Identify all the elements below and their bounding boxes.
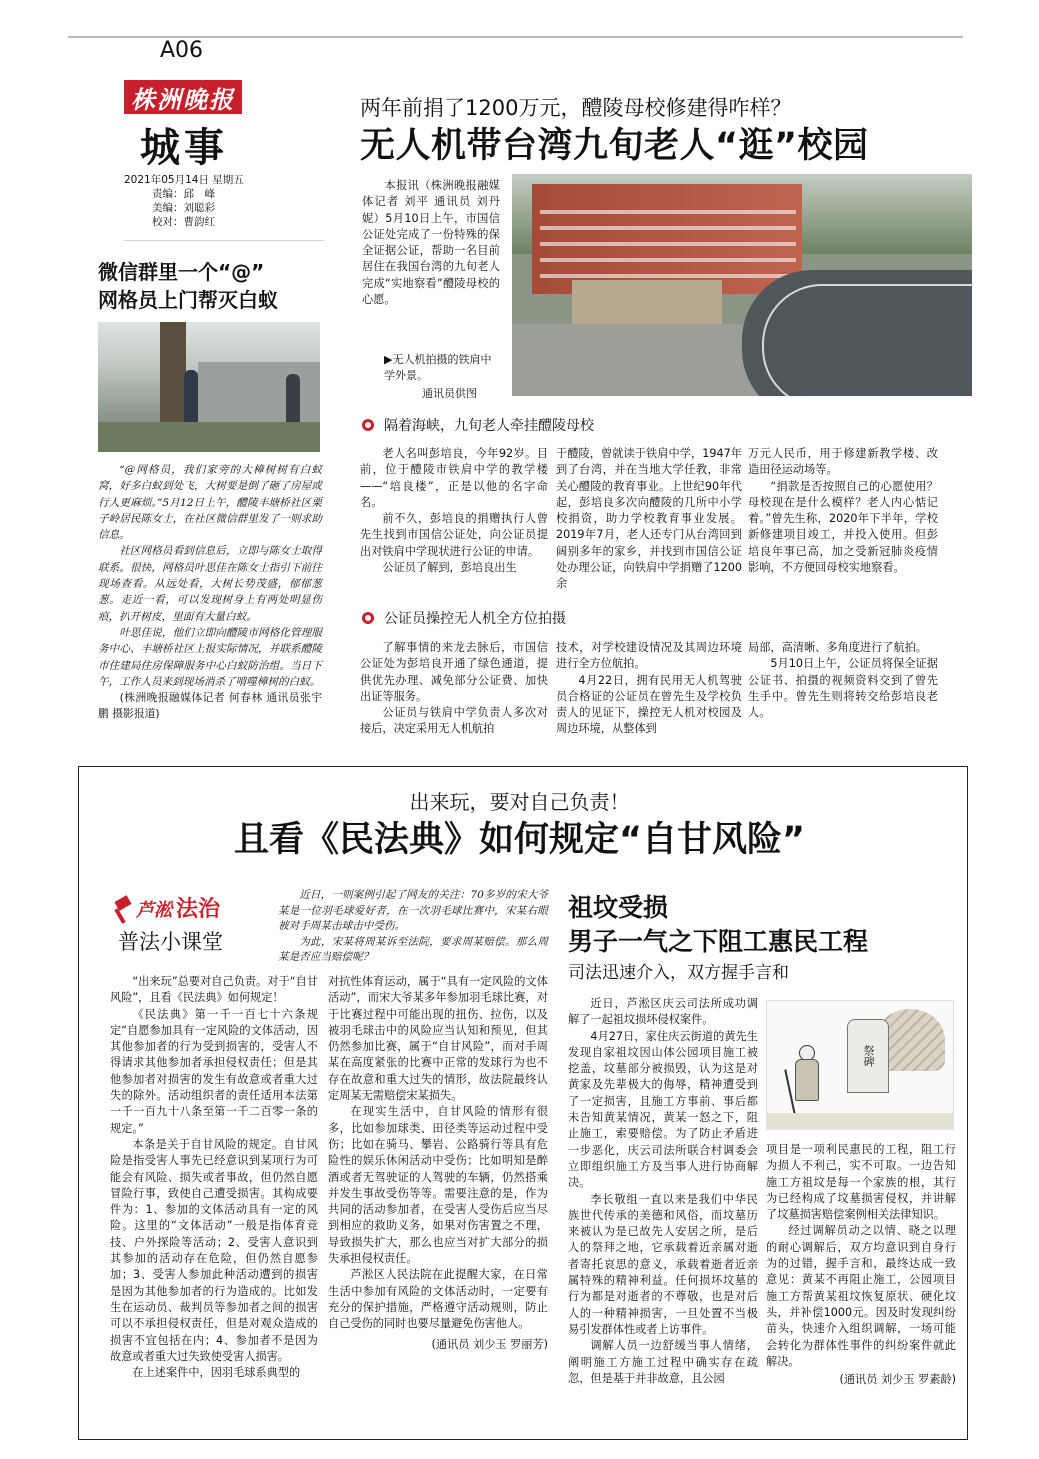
main-section-1-col-2 (556, 446, 742, 593)
main-section-1-col-3 (748, 446, 938, 576)
side-paragraph: 叶思佳说，他们立即向醴陵市网格化管理服务中心、丰塘桥社区上报实际情况，并联系醴陵市住建局住房保障服务中心白蚁防治组。当日下午，工作人员来到现场消杀了啃噬樟树的白蚁。 (98, 626, 322, 688)
paragraph: 经过调解员动之以情、晓之以理的耐心调解后，双方均意识到自身行为的过错，握手言和，最终达成一致意见：黄某不再阻止施工，公园项目施工方帮黄某祖坟恢复原状、硬化坟头，并补偿1000元。因及时发现纠纷苗头，快速介入组织调解，一场可能会转化为群体性事件的纠纷案件就此解决。 (766, 1224, 956, 1368)
page-number: A06 (160, 38, 204, 63)
paragraph: “出来玩”总要对自己负责。对于“自甘风险”，且看《民法典》如何规定！ (110, 975, 318, 1005)
old-man-figure (789, 1045, 823, 1115)
paragraph: 局部，高清晰、多角度进行了航拍。 (748, 641, 928, 654)
section-name: 城事 (140, 124, 228, 171)
side-story-credit: (株洲晚报融媒体记者 何春林 通讯员张宇鹏 摄影报道) (98, 691, 322, 721)
section-heading-text: 隔着海峡，九旬老人牵挂醴陵母校 (384, 418, 594, 434)
paragraph: 本条是关于自甘风险的规定。自甘风险是指受害人事先已经意识到某项行为可能会有风险、损失或者事故，但仍然自愿冒险行事，致使自己遭受损害。其构成要件为：1、参加的文体活动具有一定的风险。这里的“文体活动”一般是指体育竞技、户外探险等活动；2、受害人意识到其参加的活动存在危险，但仍然自愿参加；3、受害人参加此种活动遭到的损害是因为其他参加者的行为造成的。比如发生在运动员、裁判员等参加者之间的损害可以不承担侵权责任，但是对观众造成的损害不宜包括在内；4、参加者不是因为故意或者重大过失致使受害人损害。 (110, 1137, 318, 1363)
main-section-1-col-1 (360, 446, 548, 576)
main-headline: 无人机带台湾九旬老人“逛”校园 (360, 126, 869, 166)
paragraph: 万元人民币，用于修建新教学楼、改造田径运动场等。 (748, 447, 938, 477)
tomb-cartoon (766, 1000, 954, 1130)
paragraph: 老人名叫彭培良，今年92岁。目前，位于醴陵市铁肩中学的教学楼——“培良楼”，正是以他的名字命名。 (360, 447, 548, 509)
paragraph: 技术，对学校建设情况及其周边环境进行全方位航拍。 (556, 641, 742, 671)
badge-label: 普法小课堂 (118, 930, 223, 954)
paragraph: 5月10日上午，公证员将保全证据公证书、拍摄的视频资料交到了曾先生手中。曾先生则将转交给彭培良老人。 (748, 657, 938, 720)
law-badge (110, 892, 260, 952)
law-credit: (通讯员 刘少玉 罗丽芳) (431, 1337, 548, 1351)
building-windows (540, 198, 796, 288)
paragraph: 4月22日，拥有民用无人机驾驶员合格证的公证员在曾先生及学校负责人的见证下，操控无人机对校园及周边环境，从整体到 (556, 673, 742, 736)
wall (198, 362, 320, 424)
law-col-2 (328, 974, 548, 1353)
staff-designer: 美编：刘聪彩 (152, 202, 215, 214)
bullet-ring-icon (362, 419, 374, 431)
badge-brand-a: 芦淞 (136, 900, 172, 921)
intro-paragraph: 近日，一则案例引起了网友的关注：70多岁的宋大爷某是一位羽毛球爱好者，在一次羽毛球比赛中，宋某右眼被对手周某击球击中受伤。 (278, 889, 548, 932)
law-col-1 (110, 974, 318, 1381)
intro-paragraph: 为此，宋某将周某诉至法院，要求周某赔偿。那么周某是否应当赔偿呢？ (278, 935, 548, 963)
paragraph: 在上述案件中，因羽毛球系典型的 (132, 1366, 301, 1380)
masthead-logo (124, 80, 242, 114)
paragraph: 前不久，彭培良的捐赠执行人曾先生找到市国信公证处，向公证员提出对铁肩中学现状进行公证的申请。 (360, 512, 548, 558)
main-kicker: 两年前捐了1200万元，醴陵母校修建得咋样？ (360, 96, 792, 120)
paragraph: 公证员了解到，彭培良出生 (382, 561, 517, 575)
section-heading (362, 415, 594, 435)
side-paragraph: “@网格员，我们家旁的大樟树树有白蚁窝，好多白蚁到处飞，大树要是倒了砸了房屋或行人更麻烦。”5月12日上午，醴陵丰塘桥社区栗子岭居民陈女士，在社区微信群里发了一则求助信息。 (98, 464, 322, 542)
section-heading (362, 608, 566, 628)
date-line: 2021年05月14日 星期五 (124, 174, 244, 186)
side-story-title-2: 网格员上门帮灭白蚁 (98, 288, 278, 312)
staff-editor: 责编：邱 峰 (152, 188, 215, 200)
paragraph: 近日，芦淞区庆云司法所成功调解了一起祖坟损坏侵权案件。 (568, 997, 758, 1027)
tomb-headline-2: 男子一气之下阻工惠民工程 (568, 927, 869, 956)
side-story-title-1: 微信群里一个“@” (98, 260, 265, 284)
photo-credit: 通讯员供图 (422, 387, 477, 400)
paragraph: 于醴陵，曾就读于铁肩中学，1947年到了台湾，并在当地大学任教，非常关心醴陵的教育事业。上世纪90年代起，彭培良多次向醴陵的几所中小学校捐资，助力学校教育事业发展。2019年7月，老人还专门从台湾回到阔别多年的家乡，并找到市国信公证处办理公证，向铁肩中学捐赠了1200余 (556, 447, 742, 591)
paragraph: 公证员与铁肩中学负责人多次对接后，决定采用无人机航拍 (360, 706, 548, 736)
tomb-col-1 (568, 996, 758, 1387)
side-paragraph: 社区网格员看到信息后，立即与陈女士取得联系。很快，网格员叶思佳在陈女士指引下前往现场查看。从远处看，大树长势茂盛，郁郁葱葱。走近一看，可以发现树身上有两处明显伤痕，扒开树皮，里面有大量白蚁。 (98, 545, 322, 623)
tomb-credit: (通讯员 刘少玉 罗素龄) (839, 1373, 956, 1387)
side-story-body (98, 462, 322, 723)
section-heading-text: 公证员操控无人机全方位拍摄 (384, 611, 566, 627)
paragraph: “捐款是否按照自己的心愿使用？母校现在是什么模样？老人内心惦记着。”曾先生称，2020年下半年，学校新修建项目竣工，并投入使用。但彭培良年事已高，加之受新冠肺炎疫情影响，不方便回母校实地察看。 (748, 479, 938, 575)
divider (124, 240, 324, 241)
ground-line (767, 1113, 954, 1130)
paragraph: 李长敬组一直以来是我们中华民族世代传承的美德和风俗，而坟墓历来被认为是已故先人安居之所，是后人的祭拜之地，它承载着近亲属对逝者寄托哀思的意义，承载着逝者近亲属特殊的精神利益。任何损坏坟墓的行为都是对逝者的不尊敬，也是对后人的一种精神损害，一旦处置不当极易引发群体性或者上访事件。 (568, 1192, 758, 1336)
masthead-text: 株洲晚报 (131, 84, 235, 114)
tombstone-icon (847, 1019, 889, 1093)
side-story-photo (98, 322, 320, 452)
staff-proof: 校对：曹韵红 (152, 216, 215, 228)
bullet-ring-icon (362, 612, 374, 624)
gavel-icon (114, 898, 132, 924)
main-section-2-col-3 (748, 640, 938, 721)
law-kicker: 出来玩，要对自己负责！ (409, 790, 630, 814)
paragraph: 了解事情的来龙去脉后，市国信公证处为彭培良开通了绿色通道，提供优先办理、减免部分公证费、加快出证等服务。 (360, 641, 548, 703)
law-intro (278, 888, 548, 966)
paragraph: 芦淞区人民法院在此提醒大家，在日常生活中参加有风险的文体活动时，一定要有充分的保护措施，严格遵守活动规则，防止自己受伤的同时也要尽量避免伤害他人。 (328, 1268, 548, 1331)
ground (98, 422, 320, 452)
paragraph: 项目是一项利民惠民的工程，阻工行为损人不利己，实不可取。一边告知施工方祖坟是每一个家族的根，其行为已经构成了坟墓损害侵权，并讲解了坟墓损害赔偿案例相关法律知识。 (766, 1143, 956, 1222)
main-section-2-col-1 (360, 640, 548, 738)
main-section-2-col-2 (556, 640, 742, 738)
main-lead: 本报讯（株洲晚报融媒体记者 刘平 通讯员 刘丹妮）5月10日上午，市国信公证处完成了一份特殊的保全证据公证，帮助一名目前居住在我国台湾的九旬老人完成“实地察看”醴陵母校的心愿。 (362, 179, 500, 307)
paragraph: 调解人员一边舒缓当事人情绪，阐明施工方施工过程中确实存在疏忽，但是基于并非故意，且公园 (568, 1339, 758, 1385)
paragraph: 在现实生活中，自甘风险的情形有很多，比如参加球类、田径类等运动过程中受伤；比如在骑马、攀岩、公路骑行等具有危险性的娱乐休闲活动中受伤；比如明知是醉酒或者无驾驶证的人驾驶的车辆，仍然搭乘并发生事故受伤等等。需要注意的是，作为共同的活动参加者，在受害人受伤后应当尽到相应的救助义务，如果对伤害置之不理，导致损失扩大，那么也应当对扩大部分的损失承担侵权责任。 (328, 1105, 548, 1266)
photo-caption: ▶无人机拍摄的铁肩中学外景。 (384, 353, 492, 382)
badge-brand-b: 法治 (176, 897, 221, 922)
paragraph: 4月27日，家住庆云街道的黄先生发现自家祖坟因山体公园项目施工被挖盖，坟墓部分被损毁，认为这是对黄家及先辈极大的侮辱，精神遭受到了一定损害，且施工方事前、事后都未告知黄某情况，黄某一怒之下，阻止施工，索要赔偿。为了防止矛盾进一步恶化，庆云司法所联合村调委会立即组织施工方及当事人进行协商解决。 (568, 1029, 758, 1190)
school-drone-photo (512, 174, 972, 396)
person-1 (184, 370, 198, 426)
tomb-col-2 (766, 1142, 956, 1388)
track-lines (762, 284, 972, 396)
tomb-subheadline: 司法迅速介入，双方握手言和 (568, 963, 789, 983)
paragraph: 对抗性体育运动，属于“具有一定风险的文体活动”，而宋大爷某多年参加羽毛球比赛，对于比赛过程中可能出现的扭伤、拉伤，以及被羽毛球击中的风险应当认知和预见，但其仍然参加比赛，属于“自甘风险”，而对手周某在高度紧张的比赛中正常的发球行为也不存在故意和重大过失的情形，故法院最终认定周某无需赔偿宋某损失。 (328, 975, 548, 1103)
paragraph: 《民法典》第一千一百七十六条规定“自愿参加具有一定风险的文体活动，因其他参加者的行为受到损害的，受害人不得请求其他参加者承担侵权责任；但是其他参加者对损害的发生有故意或者重大过失的除外。活动组织者的责任适用本法第一千一百九十八条至第一千二百零一条的规定。” (110, 1007, 318, 1135)
law-headline: 且看《民法典》如何规定“自甘风险” (233, 820, 805, 860)
tombstone-text: 祭碑 (862, 1045, 875, 1067)
tomb-headline-1: 祖坟受损 (568, 893, 669, 922)
